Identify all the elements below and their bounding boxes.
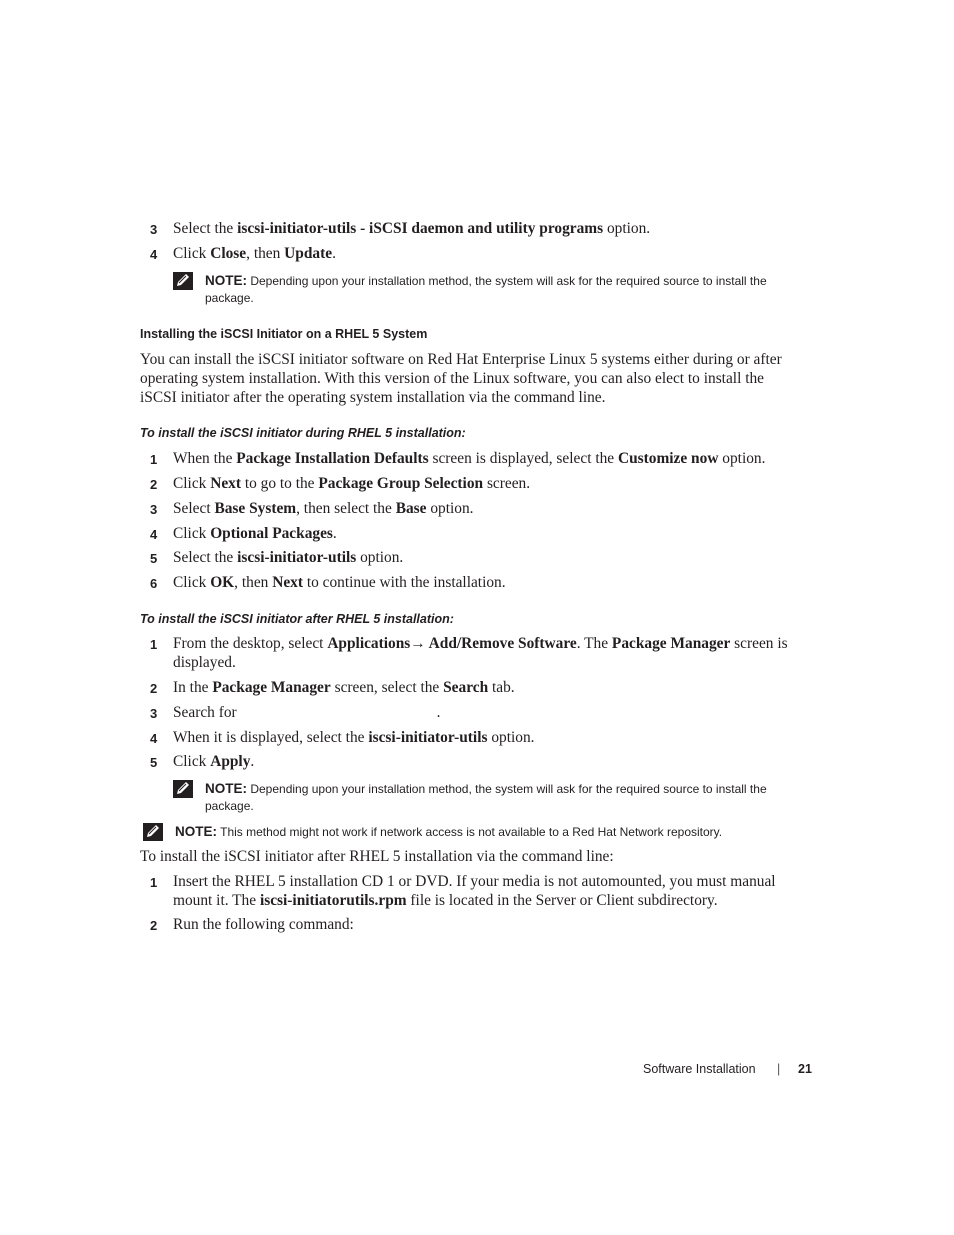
note-text: package. <box>205 799 254 813</box>
note-box <box>173 272 813 308</box>
pencil-note-icon <box>143 823 163 841</box>
note-box <box>173 780 813 816</box>
step-number: 3 <box>150 222 158 237</box>
note-label: NOTE: <box>175 824 217 839</box>
note-text: Depending upon your installation method, the system will ask for the required source to install the <box>247 782 767 796</box>
note-text: This method might not work if network access is not available to a Red Hat Network repository. <box>217 825 723 839</box>
pencil-note-icon <box>173 272 193 290</box>
pencil-note-icon <box>173 780 193 798</box>
page-number: 21 <box>798 1062 812 1076</box>
step-text: Click Close, then Update. <box>173 245 336 262</box>
note-label: NOTE: <box>205 273 247 288</box>
procedure-heading-during: To install the iSCSI initiator during RHEL 5 installation: <box>140 426 466 440</box>
procedure-heading-after: To install the iSCSI initiator after RHEL 5 installation: <box>140 612 454 626</box>
section-heading: Installing the iSCSI Initiator on a RHEL 5 System <box>140 327 428 341</box>
footer-section-title: Software Installation <box>643 1062 756 1076</box>
note-text: Depending upon your installation method, the system will ask for the required source to install the <box>247 274 767 288</box>
note-box <box>143 823 823 843</box>
step-number: 4 <box>150 247 158 262</box>
footer-separator: | <box>777 1062 781 1076</box>
intro-paragraph: You can install the iSCSI initiator software on Red Hat Enterprise Linux 5 systems either during or after operating system installation. With this version of the Linux software, you can also elect to install the iSCSI initiator after the operating system installation via the command line. <box>140 351 782 406</box>
note-label: NOTE: <box>205 781 247 796</box>
command-line-intro: To install the iSCSI initiator after RHEL 5 installation via the command line: <box>140 848 614 865</box>
note-text: package. <box>205 291 254 305</box>
step-text: Select the iscsi-initiator-utils - iSCSI daemon and utility programs option. <box>173 220 651 237</box>
